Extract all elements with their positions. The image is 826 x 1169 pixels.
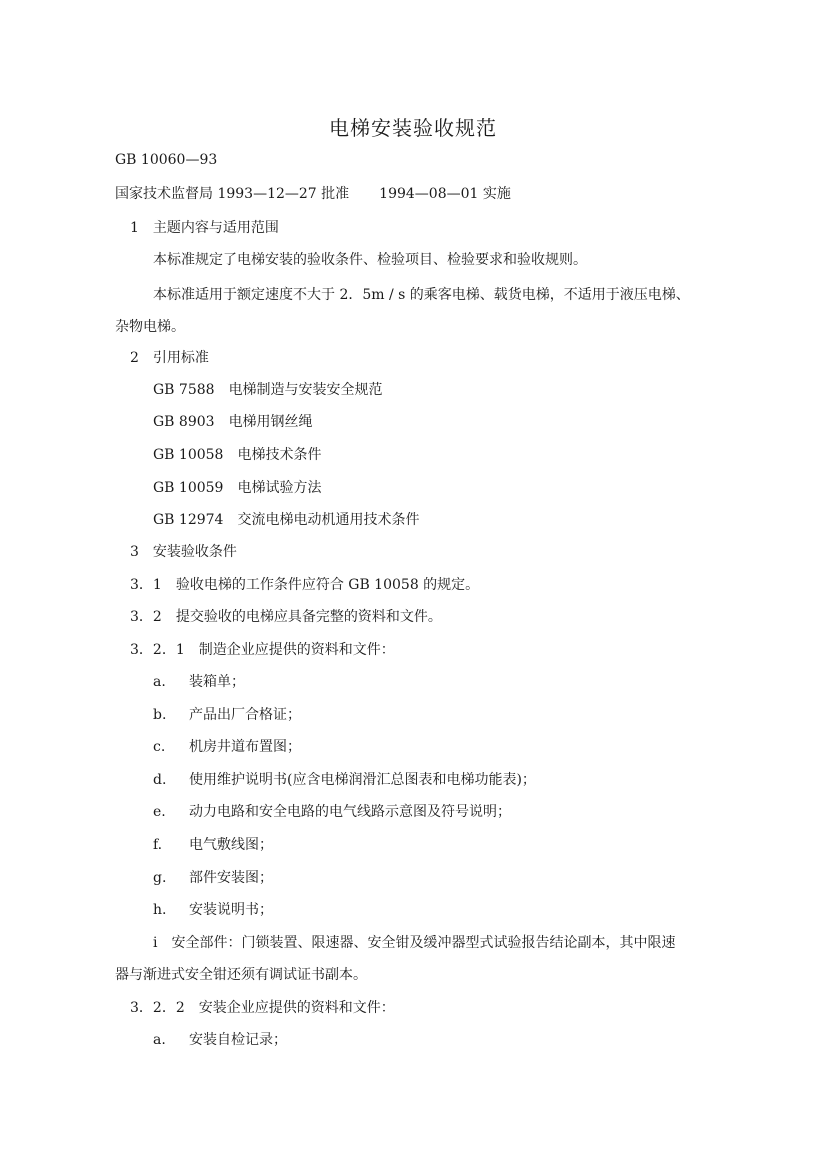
list-item-i: i 安全部件：门锁装置、限速器、安全钳及缓冲器型式试验报告结论副本，其中限速 xyxy=(153,935,676,951)
list-text: 电气敷线图； xyxy=(189,837,273,853)
reference-name: 电梯用钢丝绳 xyxy=(228,414,313,430)
section-2-heading: 2 引用标准 xyxy=(130,350,209,366)
list-text: 装箱单； xyxy=(189,674,245,690)
list-marker: h. xyxy=(153,902,167,918)
reference-code: GB 7588 xyxy=(153,382,215,398)
list-text: 安装说明书； xyxy=(189,902,273,918)
reference-item xyxy=(153,478,321,498)
reference-item xyxy=(153,380,383,400)
reference-name: 电梯技术条件 xyxy=(237,447,322,463)
list-item xyxy=(153,737,301,757)
section-3-heading: 3 安装验收条件 xyxy=(130,544,237,560)
approval-line xyxy=(115,184,511,204)
list-text: 动力电路和安全电路的电气线路示意图及符号说明； xyxy=(189,804,511,820)
list-text: 部件安装图； xyxy=(189,870,273,886)
reference-code: GB 10059 xyxy=(153,480,224,496)
list-marker: c. xyxy=(153,739,166,755)
list-text: 使用维护说明书(应含电梯润滑汇总图表和电梯功能表)； xyxy=(189,772,536,788)
section-1-paragraph-2: 本标准适用于额定速度不大于 2．5m / s 的乘客电梯、载货电梯，不适用于液压电梯、 xyxy=(153,287,690,303)
reference-code: GB 10058 xyxy=(153,447,224,463)
reference-item xyxy=(153,510,419,530)
approval-text: 国家技术监督局 1993—12—27 批准 xyxy=(115,186,350,202)
list-text: 安装自检记录； xyxy=(189,1032,287,1048)
list-item xyxy=(153,835,273,855)
reference-name: 电梯试验方法 xyxy=(237,480,322,496)
clause-3-1: 3．1 验收电梯的工作条件应符合 GB 10058 的规定。 xyxy=(130,577,480,593)
list-item xyxy=(153,1030,287,1050)
section-1-paragraph-2-cont: 杂物电梯。 xyxy=(115,319,185,335)
list-marker: e. xyxy=(153,804,166,820)
clause-3-2-1: 3．2．1 制造企业应提供的资料和文件： xyxy=(130,642,395,658)
list-item xyxy=(153,900,273,920)
clause-3-2-2: 3．2．2 安装企业应提供的资料和文件： xyxy=(130,1000,395,1016)
list-marker: g. xyxy=(153,870,167,886)
list-text: 机房井道布置图； xyxy=(189,739,301,755)
section-1-paragraph-1: 本标准规定了电梯安装的验收条件、检验项目、检验要求和验收规则。 xyxy=(153,252,587,268)
standard-code: GB 10060—93 xyxy=(115,152,218,168)
list-item xyxy=(153,802,511,822)
list-item xyxy=(153,770,536,790)
list-marker: a. xyxy=(153,1032,166,1048)
list-marker: b. xyxy=(153,707,167,723)
reference-item xyxy=(153,412,313,432)
list-text: 产品出厂合格证； xyxy=(189,707,301,723)
implement-text: 1994—08—01 实施 xyxy=(379,186,511,202)
clause-3-2: 3．2 提交验收的电梯应具备完整的资料和文件。 xyxy=(130,609,442,625)
list-marker: a. xyxy=(153,674,166,690)
list-item-i-cont: 器与渐进式安全钳还须有调试证书副本。 xyxy=(115,967,367,983)
reference-code: GB 12974 xyxy=(153,512,224,528)
list-item xyxy=(153,672,245,692)
reference-code: GB 8903 xyxy=(153,414,215,430)
reference-name: 交流电梯电动机通用技术条件 xyxy=(237,512,420,528)
document-title: 电梯安装验收规范 xyxy=(329,116,497,140)
list-item xyxy=(153,705,301,725)
reference-name: 电梯制造与安装安全规范 xyxy=(228,382,383,398)
list-item xyxy=(153,868,273,888)
section-1-heading: 1 主题内容与适用范围 xyxy=(130,220,279,236)
reference-item xyxy=(153,445,321,465)
list-marker: f. xyxy=(153,837,163,853)
list-marker: d. xyxy=(153,772,167,788)
